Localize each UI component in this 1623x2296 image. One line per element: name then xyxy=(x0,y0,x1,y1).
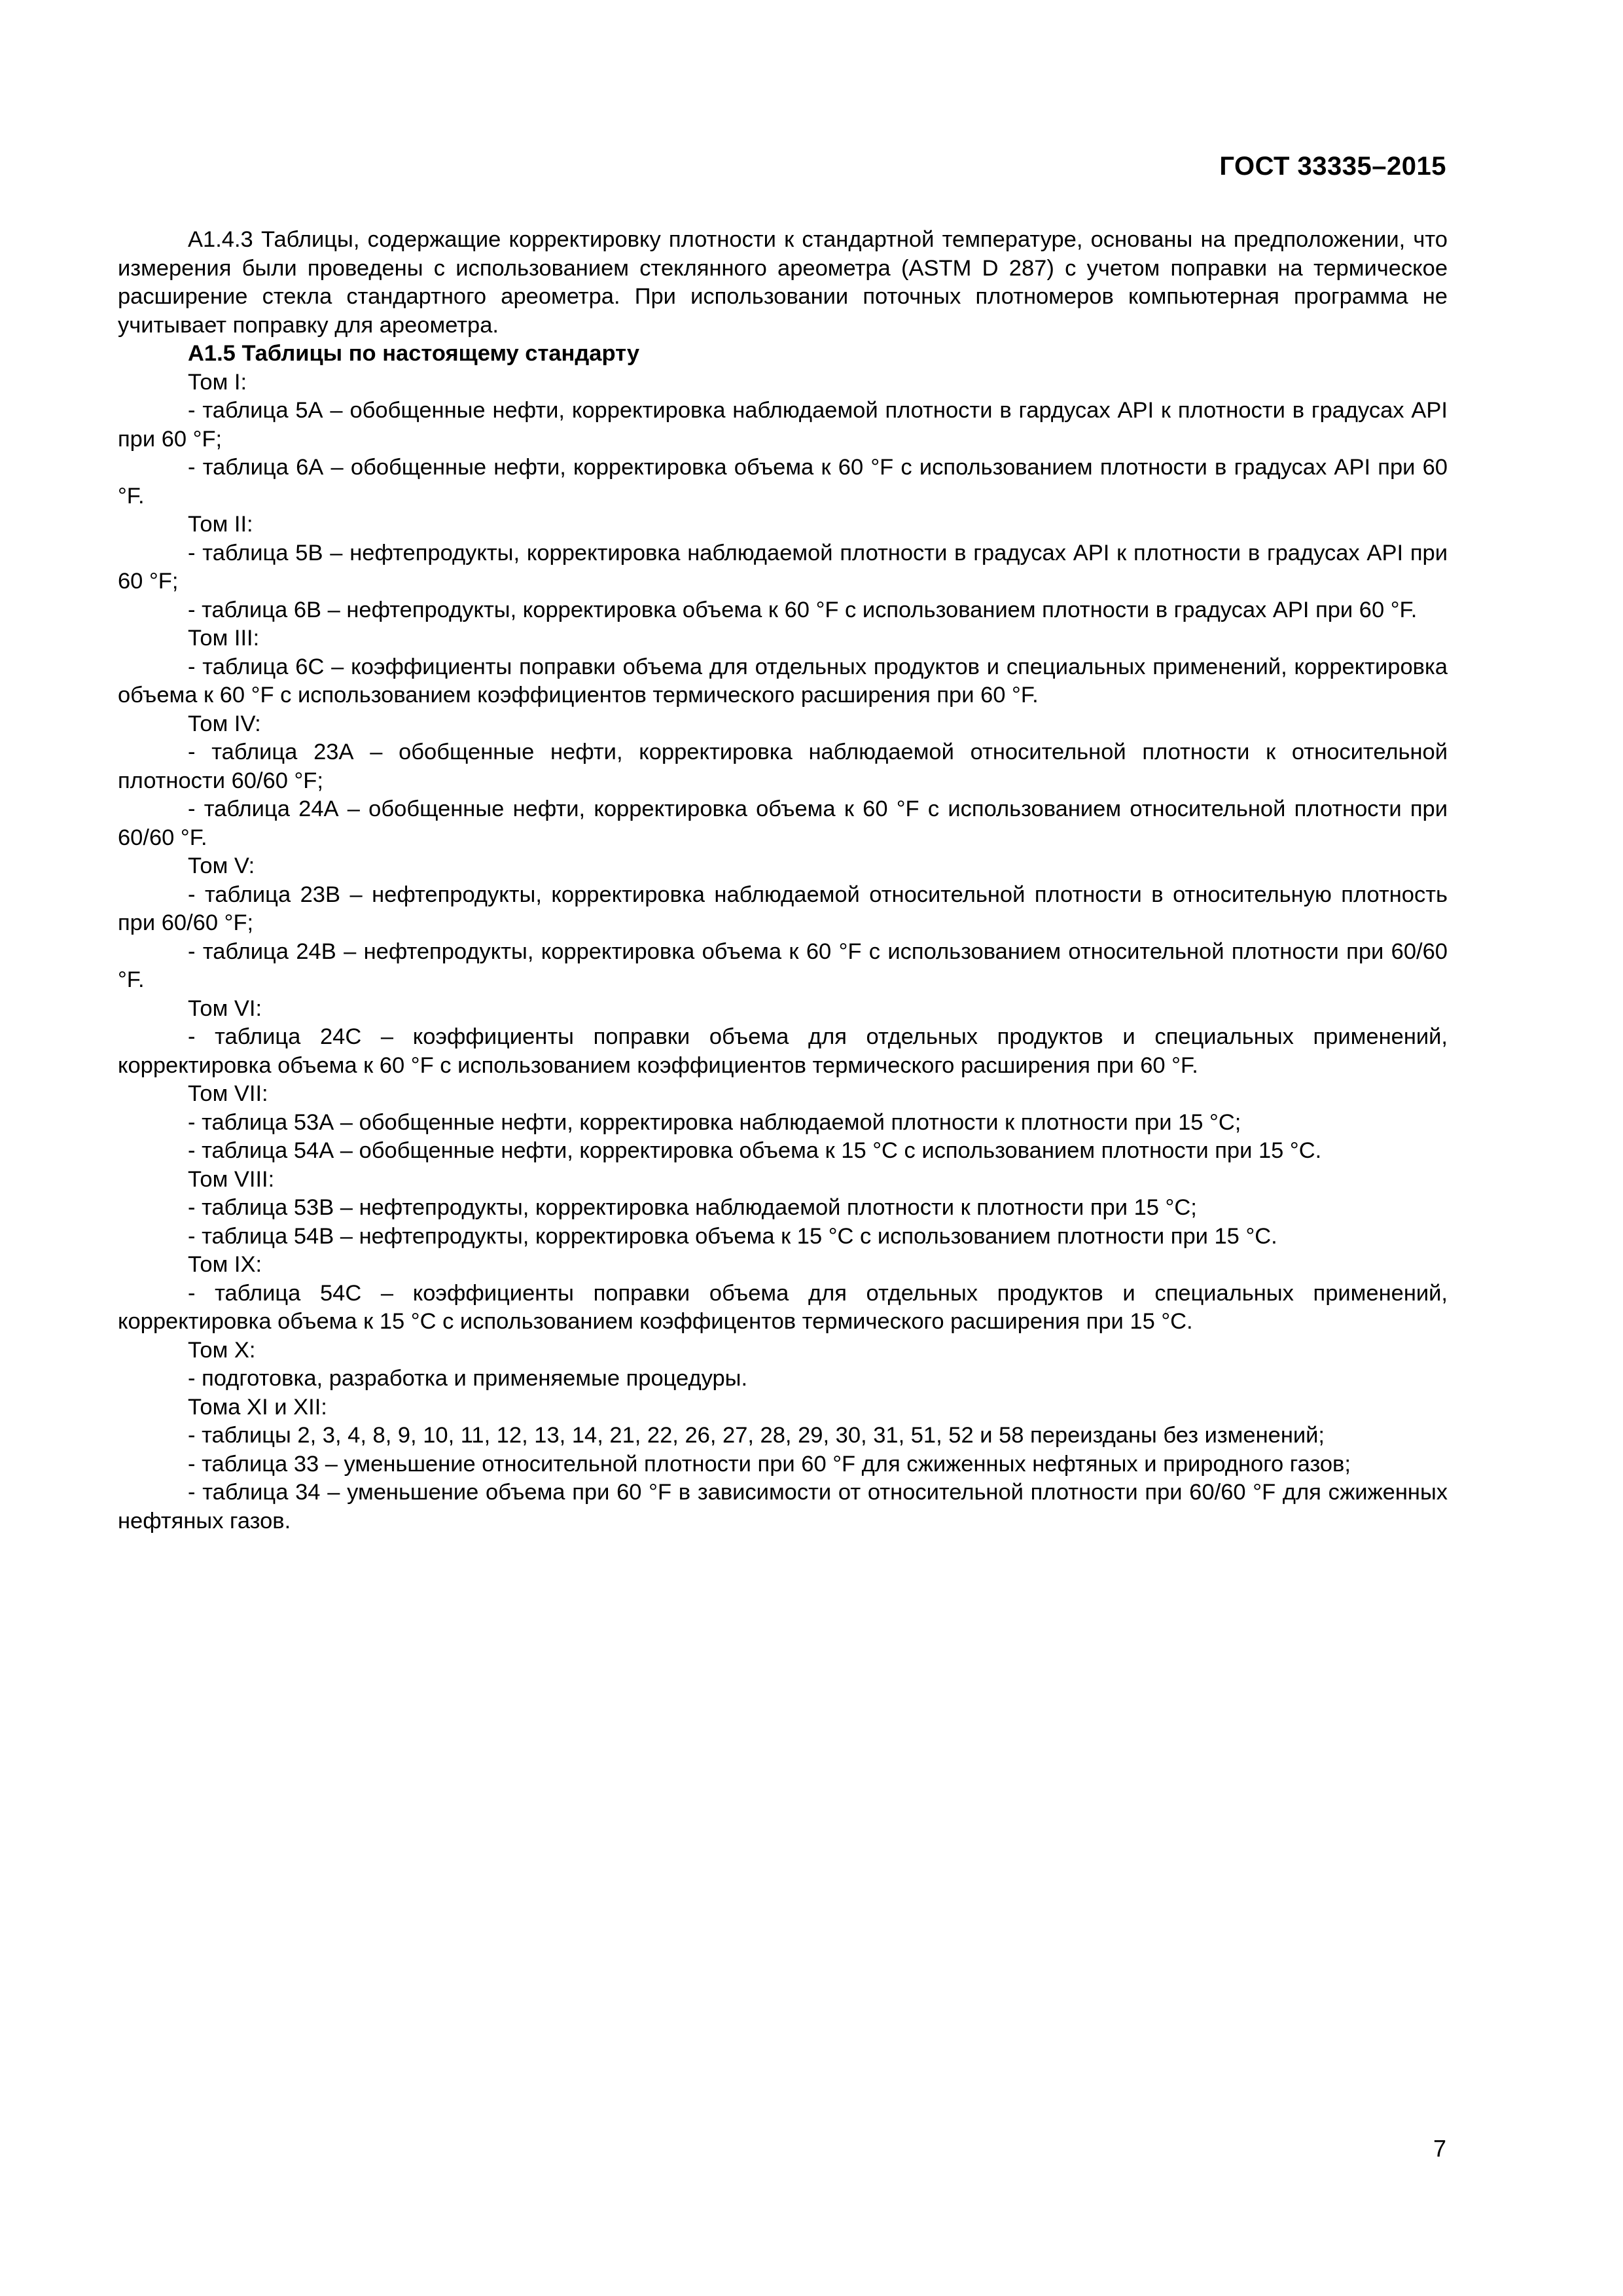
paragraph: - таблица 24А – обобщенные нефти, корректировка объема к 60 °F с использованием относительной плотности при 60/60 °F. xyxy=(118,797,1448,850)
volume-label: Том VII: xyxy=(188,1081,268,1106)
paragraph: - таблица 34 – уменьшение объема при 60 °F в зависимости от относительной плотности при 60/60 °F для сжиженных нефтяных газов. xyxy=(118,1480,1448,1534)
volume-label: Том V: xyxy=(188,853,255,878)
paragraph: - таблица 6А – обобщенные нефти, корректировка объема к 60 °F с использованием плотности в градусах API при 60 °F. xyxy=(118,455,1448,509)
paragraph: - подготовка, разработка и применяемые процедуры. xyxy=(188,1366,748,1391)
paragraph: - таблица 53А – обобщенные нефти, корректировка наблюдаемой плотности к плотности при 15 °C; xyxy=(188,1109,1241,1135)
paragraph: - таблица 53В – нефтепродукты, корректировка наблюдаемой плотности к плотности при 15 °C; xyxy=(188,1195,1197,1220)
volume-label: Том III: xyxy=(188,626,260,651)
paragraph: - таблица 5В – нефтепродукты, корректировка наблюдаемой плотности в градусах API к плотности в градусах API при 60 °F; xyxy=(118,540,1448,594)
volume-label: Том II: xyxy=(188,512,253,537)
page-number: 7 xyxy=(1433,2135,1446,2162)
volume-label: Том VI: xyxy=(188,996,262,1021)
paragraph: - таблица 33 – уменьшение относительной плотности при 60 °F для сжиженных нефтяных и природного газов; xyxy=(188,1451,1351,1477)
volume-label: Том X: xyxy=(188,1337,256,1363)
paragraph: А1.4.3 Таблицы, содержащие корректировку плотности к стандартной температуре, основаны на предположении, что измерения были проведены с использованием стеклянного ареометра (ASTM D 287) с учетом поправки на термическое расширение стекла стандартного ареометра. При использовании поточных плотномеров компьютерная программа не учитывает поправку для ареометра. xyxy=(118,227,1448,338)
paragraph: - таблица 23А – обобщенные нефти, корректировка наблюдаемой относительной плотности к относительной плотности 60/60 °F; xyxy=(118,740,1448,793)
document-body xyxy=(118,226,1448,1535)
paragraph: - таблица 24С – коэффициенты поправки объема для отдельных продуктов и специальных применений, корректировка объема к 60 °F с использованием коэффициентов термического расширения при 60 °F. xyxy=(118,1024,1448,1078)
volume-label: Том VIII: xyxy=(188,1166,275,1192)
paragraph: - таблица 6С – коэффициенты поправки объема для отдельных продуктов и специальных применений, корректировка объема к 60 °F с использованием коэффициентов термического расширения при 60 °F. xyxy=(118,654,1448,708)
volume-label: Том IX: xyxy=(188,1252,262,1277)
paragraph: - таблица 54В – нефтепродукты, корректировка объема к 15 °C с использованием плотности при 15 °C. xyxy=(188,1223,1277,1249)
document-number: ГОСТ 33335–2015 xyxy=(1219,152,1446,181)
paragraph: - таблица 23В – нефтепродукты, корректировка наблюдаемой относительной плотности в относительную плотность при 60/60 °F; xyxy=(118,882,1448,935)
paragraph: - таблица 6В – нефтепродукты, корректировка объема к 60 °F с использованием плотности в градусах API при 60 °F. xyxy=(188,597,1418,622)
paragraph: - таблица 24В – нефтепродукты, корректировка объема к 60 °F с использованием относительной плотности при 60/60 °F. xyxy=(118,939,1448,992)
paragraph: - таблицы 2, 3, 4, 8, 9, 10, 11, 12, 13, 14, 21, 22, 26, 27, 28, 29, 30, 31, 51, 52 и 58 переизданы без изменений; xyxy=(188,1423,1325,1448)
section-heading: А1.5 Таблицы по настоящему стандарту xyxy=(188,341,640,366)
paragraph: - таблица 54А – обобщенные нефти, корректировка объема к 15 °C с использованием плотности при 15 °C. xyxy=(188,1138,1322,1163)
volume-label: Том I: xyxy=(188,369,247,395)
paragraph: - таблица 5А – обобщенные нефти, корректировка наблюдаемой плотности в гардусах API к плотности в градусах API при 60 °F; xyxy=(118,398,1448,452)
volume-label: Том IV: xyxy=(188,711,261,736)
volume-label: Тома XI и XII: xyxy=(188,1394,327,1420)
paragraph: - таблица 54С – коэффициенты поправки объема для отдельных продуктов и специальных применений, корректировка объема к 15 °C с использованием коэффицентов термического расширения при 15 °C. xyxy=(118,1280,1448,1334)
